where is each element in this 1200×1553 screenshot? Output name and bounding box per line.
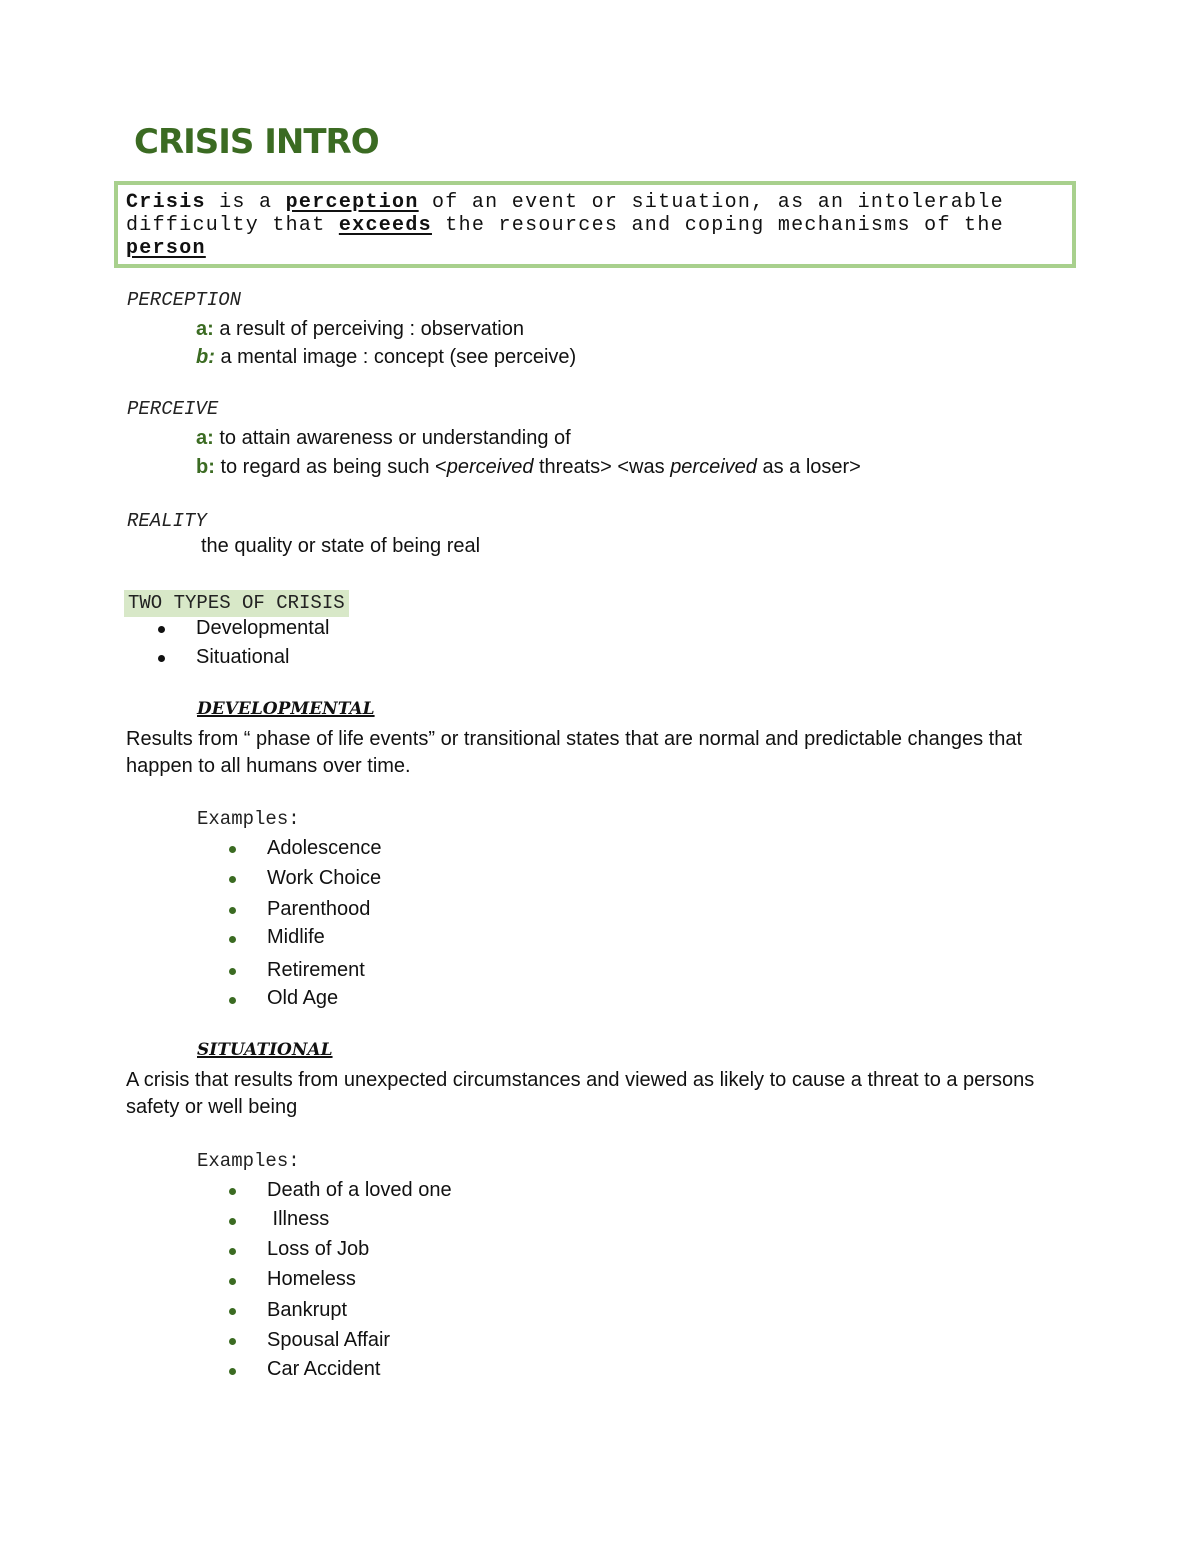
bullet-icon	[229, 846, 236, 853]
list-item: Loss of Job	[267, 1238, 370, 1260]
list-item: Old Age	[267, 987, 339, 1009]
list-item: Homeless	[267, 1268, 356, 1290]
perceive-heading: PERCEIVE	[127, 398, 219, 420]
bullet-icon	[229, 907, 236, 914]
bullet-icon	[229, 1338, 236, 1345]
definition-line-3	[126, 237, 206, 260]
reality-heading: REALITY	[127, 510, 207, 532]
situational-examples-label: Examples:	[197, 1150, 300, 1172]
list-item: Death of a loved one	[267, 1179, 452, 1201]
list-item: Illness	[267, 1208, 330, 1230]
term-exceeds: exceeds	[338, 214, 432, 237]
developmental-examples-label: Examples:	[197, 808, 300, 830]
developmental-desc-line-1: Results from “ phase of life events” or transitional states that are normal and predictable changes that	[126, 728, 1023, 750]
perceive-def-b: b: to regard as being such <perceived threats> <was perceived as a loser>	[196, 456, 861, 478]
list-item: Midlife	[267, 926, 325, 948]
bullet-icon	[229, 997, 236, 1004]
bullet-icon	[229, 936, 236, 943]
bullet-icon	[229, 1218, 236, 1225]
bullet-icon	[229, 1368, 236, 1375]
bullet-icon	[229, 968, 236, 975]
list-item: Spousal Affair	[267, 1329, 391, 1351]
bullet-icon	[229, 1278, 236, 1285]
types-heading: TWO TYPES OF CRISIS	[124, 590, 349, 617]
situational-desc-line-2: safety or well being	[126, 1096, 298, 1118]
term-perception: perception	[285, 191, 419, 214]
bullet-icon	[229, 876, 236, 883]
bullet-icon	[229, 1308, 236, 1315]
perception-def-a: a: a result of perceiving : observation	[196, 318, 524, 340]
bullet-icon	[229, 1188, 236, 1195]
developmental-heading: DEVELOPMENTAL	[197, 699, 375, 719]
bullet-icon	[158, 626, 165, 633]
list-item: Car Accident	[267, 1358, 381, 1380]
reality-def: the quality or state of being real	[201, 535, 481, 557]
perceive-def-a: a: to attain awareness or understanding of	[196, 427, 571, 449]
definition-line-2: difficulty that exceeds the resources and coping mechanisms of the	[126, 214, 1004, 237]
types-item-developmental: Developmental	[196, 617, 330, 639]
term-crisis: Crisis	[126, 191, 206, 214]
list-item: Bankrupt	[267, 1299, 348, 1321]
types-item-situational: Situational	[196, 646, 290, 668]
list-item: Work Choice	[267, 867, 382, 889]
situational-desc-line-1: A crisis that results from unexpected circumstances and viewed as likely to cause a threat to a persons	[126, 1069, 1035, 1091]
list-item: Retirement	[267, 959, 365, 981]
perception-heading: PERCEPTION	[127, 289, 242, 311]
situational-heading: SITUATIONAL	[197, 1040, 333, 1060]
term-person: person	[126, 237, 206, 260]
list-item: Adolescence	[267, 837, 382, 859]
bullet-icon	[229, 1248, 236, 1255]
list-item: Parenthood	[267, 898, 371, 920]
perception-def-b: b: a mental image : concept (see perceive)	[196, 346, 577, 368]
definition-line-1: Crisis is a perception of an event or situation, as an intolerable	[126, 191, 1004, 214]
bullet-icon	[158, 655, 165, 662]
developmental-desc-line-2: happen to all humans over time.	[126, 755, 411, 777]
page-title: CRISIS INTRO	[134, 122, 379, 162]
